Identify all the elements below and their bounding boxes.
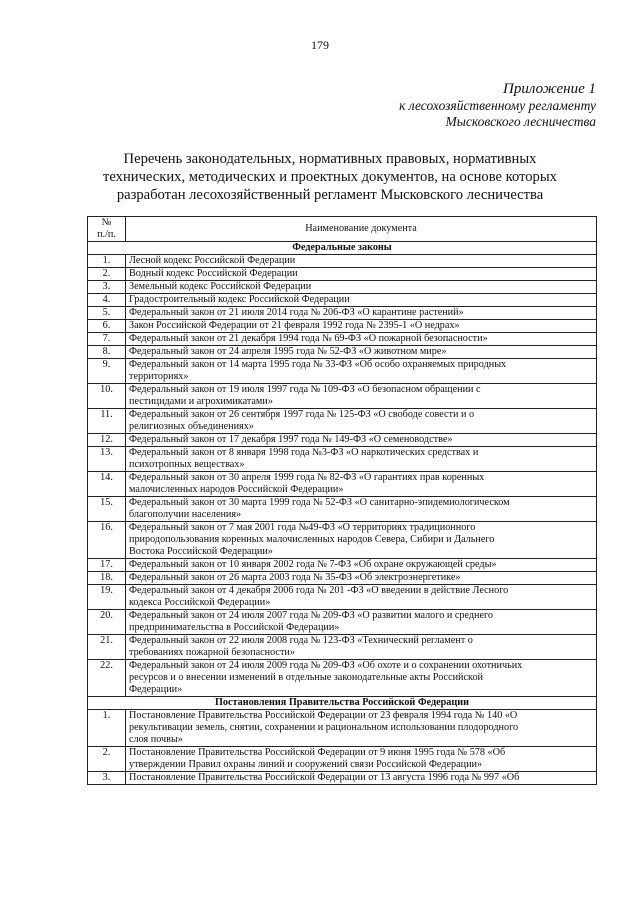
- document-name-line: кодекса Российской Федерации»: [129, 597, 271, 608]
- document-name-line: Федеральный закон от 14 марта 1995 года № 33-ФЗ «Об особо охраняемых природных: [129, 359, 507, 370]
- row-number: 20.: [88, 610, 126, 635]
- appendix-line-2: к лесохозяйственному регламенту: [399, 98, 596, 113]
- document-name-line: утверждении Правил охраны линий и сооружений связи Российской Федерации»: [129, 759, 483, 770]
- row-number: 19.: [88, 585, 126, 610]
- document-name: [126, 747, 597, 772]
- row-number: 15.: [88, 497, 126, 522]
- table-row: [88, 320, 597, 333]
- table-row: [88, 572, 597, 585]
- header-number-abbrev: п./п.: [97, 229, 116, 240]
- document-name-line: Федеральный закон от 24 июля 2007 года № 209-ФЗ «О развитии малого и среднего: [129, 610, 494, 621]
- document-name-line: религиозных объединениях»: [129, 421, 254, 432]
- document-name-line: малочисленных народов Российской Федерации»: [129, 484, 344, 495]
- table-row: [88, 255, 597, 268]
- section-title-government-resolutions: Постановления Правительства Российской Федерации: [88, 697, 597, 710]
- document-name-line: благополучии населения»: [129, 509, 242, 520]
- row-number: 2.: [88, 268, 126, 281]
- section-row-federal-laws: [88, 242, 597, 255]
- document-name-line: Водный кодекс Российской Федерации: [129, 268, 298, 279]
- table-row: [88, 409, 597, 434]
- row-number: 3.: [88, 772, 126, 785]
- row-number: 8.: [88, 346, 126, 359]
- header-number-cell: [88, 217, 126, 242]
- table-header-row: [88, 217, 597, 242]
- document-name-line: Федеральный закон от 10 января 2002 года № 7-ФЗ «Об охране окружающей среды»: [129, 559, 497, 570]
- document-name: [126, 346, 597, 359]
- document-name-line: Федеральный закон от 17 декабря 1997 года № 149-ФЗ «О семеноводстве»: [129, 434, 453, 445]
- document-name-line: Федеральный закон от 26 марта 2003 года № 35-ФЗ «Об электроэнергетике»: [129, 572, 461, 583]
- document-name: [126, 409, 597, 434]
- table-row: [88, 384, 597, 409]
- document-name-line: Федеральный закон от 22 июля 2008 года № 123-ФЗ «Технический регламент о: [129, 635, 473, 646]
- row-number: 9.: [88, 359, 126, 384]
- document-name: [126, 447, 597, 472]
- document-name-line: Федеральный закон от 21 декабря 1994 года № 69-ФЗ «О пожарной безопасности»: [129, 333, 488, 344]
- document-name: [126, 294, 597, 307]
- document-name-line: пестицидами и агрохимикатами»: [129, 396, 273, 407]
- document-name-line: психотропных веществах»: [129, 459, 245, 470]
- document-name-line: Постановление Правительства Российской Федерации от 13 августа 1996 года № 997 «Об: [129, 772, 520, 783]
- table-row: [88, 710, 597, 747]
- document-name-line: слоя почвы»: [129, 734, 183, 745]
- page-number: 179: [311, 38, 329, 52]
- table-row: [88, 747, 597, 772]
- table-row: [88, 333, 597, 346]
- table-row: [88, 281, 597, 294]
- document-name: [126, 384, 597, 409]
- document-name-line: территориях»: [129, 371, 189, 382]
- title-line-1: Перечень законодательных, нормативных правовых, нормативных: [123, 151, 537, 167]
- document-name: [126, 255, 597, 268]
- document-name-line: Федеральный закон от 30 марта 1999 года № 52-ФЗ «О санитарно-эпидемиологическом: [129, 497, 510, 508]
- document-name-line: Земельный кодекс Российской Федерации: [129, 281, 312, 292]
- row-number: 6.: [88, 320, 126, 333]
- document-name-line: Федеральный закон от 26 сентября 1997 года № 125-ФЗ «О свободе совести и о: [129, 409, 475, 420]
- row-number: 10.: [88, 384, 126, 409]
- document-name: [126, 572, 597, 585]
- table-row: [88, 294, 597, 307]
- document-name: [126, 333, 597, 346]
- document-name-line: ресурсов и о внесении изменений в отдельные законодательные акты Российской: [129, 672, 483, 683]
- row-number: 2.: [88, 747, 126, 772]
- row-number: 4.: [88, 294, 126, 307]
- document-name: [126, 359, 597, 384]
- row-number: 22.: [88, 660, 126, 697]
- document-name-line: Федеральный закон от 24 апреля 1995 года № 52-ФЗ «О животном мире»: [129, 346, 447, 357]
- row-number: 16.: [88, 522, 126, 559]
- appendix-line-1: Приложение 1: [503, 81, 596, 97]
- table-row: [88, 359, 597, 384]
- table-row: [88, 635, 597, 660]
- document-name-line: Востока Российской Федерации»: [129, 546, 273, 557]
- document-name-line: Градостроительный кодекс Российской Федерации: [129, 294, 350, 305]
- document-name: [126, 434, 597, 447]
- document-name-line: Закон Российской Федерации от 21 февраля 1992 года № 2395-1 «О недрах»: [129, 320, 460, 331]
- section-title-federal-laws: Федеральные законы: [88, 242, 597, 255]
- table-row: [88, 522, 597, 559]
- table-body: [88, 242, 597, 785]
- row-number: 21.: [88, 635, 126, 660]
- document-name-line: Федеральный закон от 19 июля 1997 года № 109-ФЗ «О безопасном обращении с: [129, 384, 481, 395]
- document-name-line: Федерации»: [129, 684, 183, 695]
- document-name: [126, 710, 597, 747]
- document-name: [126, 585, 597, 610]
- document-title: [50, 150, 610, 204]
- header-name-cell: Наименование документа: [126, 217, 597, 242]
- table-row: [88, 559, 597, 572]
- document-name: [126, 559, 597, 572]
- table-row: [88, 268, 597, 281]
- section-row-government-resolutions: [88, 697, 597, 710]
- row-number: 3.: [88, 281, 126, 294]
- table-row: [88, 447, 597, 472]
- document-name: [126, 522, 597, 559]
- table-row: [88, 472, 597, 497]
- document-name-line: предпринимательства в Российской Федерации»: [129, 622, 340, 633]
- title-line-3: разработан лесохозяйственный регламент Мысковского лесничества: [116, 187, 544, 203]
- table-row: [88, 346, 597, 359]
- document-name-line: требованиях пожарной безопасности»: [129, 647, 295, 658]
- document-name: [126, 497, 597, 522]
- table-row: [88, 610, 597, 635]
- appendix-line-3: Мысковского лесничества: [445, 114, 596, 129]
- document-name: [126, 281, 597, 294]
- row-number: 1.: [88, 255, 126, 268]
- documents-table: [87, 216, 597, 785]
- document-name: [126, 635, 597, 660]
- header-number-symbol: №: [101, 217, 112, 228]
- document-name-line: Федеральный закон от 21 июля 2014 года № 206-ФЗ «О карантине растений»: [129, 307, 464, 318]
- row-number: 18.: [88, 572, 126, 585]
- document-name-line: природопользования коренных малочисленных народов Севера, Сибири и Дальнего: [129, 534, 495, 545]
- row-number: 1.: [88, 710, 126, 747]
- document-name-line: Федеральный закон от 4 декабря 2006 года № 201 -ФЗ «О введении в действие Лесного: [129, 585, 509, 596]
- row-number: 14.: [88, 472, 126, 497]
- document-name-line: Федеральный закон от 8 января 1998 года №3-ФЗ «О наркотических средствах и: [129, 447, 479, 458]
- document-name-line: Лесной кодекс Российской Федерации: [129, 255, 296, 266]
- row-number: 11.: [88, 409, 126, 434]
- document-name: [126, 268, 597, 281]
- row-number: 7.: [88, 333, 126, 346]
- row-number: 12.: [88, 434, 126, 447]
- table-row: [88, 434, 597, 447]
- document-name: [126, 772, 597, 785]
- table-row: [88, 307, 597, 320]
- document-name: [126, 660, 597, 697]
- table-row: [88, 660, 597, 697]
- document-name-line: Федеральный закон от 30 апреля 1999 года № 82-ФЗ «О гарантиях прав коренных: [129, 472, 485, 483]
- document-name: [126, 610, 597, 635]
- table-row: [88, 772, 597, 785]
- document-name-line: Постановление Правительства Российской Федерации от 23 февраля 1994 года № 140 «О: [129, 710, 518, 721]
- title-line-2: технических, методических и проектных документов, на основе которых: [103, 169, 557, 185]
- document-name-line: Федеральный закон от 24 июля 2009 года № 209-ФЗ «Об охоте и о сохранении охотничьих: [129, 660, 523, 671]
- document-name-line: Постановление Правительства Российской Федерации от 9 июня 1995 года № 578 «Об: [129, 747, 506, 758]
- table-row: [88, 585, 597, 610]
- appendix-caption: [266, 80, 596, 130]
- document-name-line: рекультивации земель, снятии, сохранении и рациональном использовании плодородного: [129, 722, 519, 733]
- row-number: 13.: [88, 447, 126, 472]
- document-name-line: Федеральный закон от 7 мая 2001 года №49-ФЗ «О территориях традиционного: [129, 522, 476, 533]
- document-name: [126, 307, 597, 320]
- row-number: 5.: [88, 307, 126, 320]
- row-number: 17.: [88, 559, 126, 572]
- document-name: [126, 320, 597, 333]
- document-name: [126, 472, 597, 497]
- table-row: [88, 497, 597, 522]
